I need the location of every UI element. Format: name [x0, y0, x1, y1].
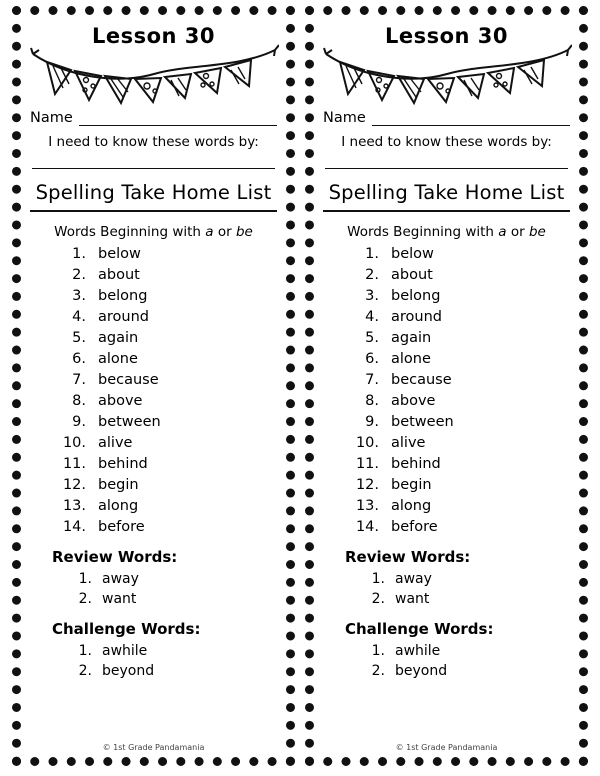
list-number: 6. [72, 351, 86, 367]
due-date-label: I need to know these words by: [48, 134, 259, 150]
list-word: belong [98, 288, 148, 304]
list-item [353, 309, 574, 325]
list-number: 6. [365, 351, 379, 367]
list-item [353, 351, 574, 367]
list-number: 7. [72, 372, 86, 388]
list-word: before [391, 519, 438, 535]
list-item [60, 519, 281, 535]
list-number: 9. [365, 414, 379, 430]
list-item [353, 435, 574, 451]
list-word: away [102, 571, 139, 587]
list-item [60, 414, 281, 430]
list-item [60, 330, 281, 346]
list-word: behind [98, 456, 148, 472]
title-divider [30, 210, 277, 212]
copyright-credit: © 1st Grade Pandamania [102, 743, 205, 752]
section-heading-mid: or [506, 224, 529, 240]
list-word: around [98, 309, 149, 325]
name-row [323, 110, 570, 126]
list-item [367, 643, 574, 659]
challenge-words-heading: Challenge Words: [52, 620, 201, 638]
list-word: beyond [102, 663, 155, 679]
review-words-heading: Review Words: [345, 548, 471, 566]
list-word: begin [391, 477, 432, 493]
list-word: want [395, 591, 430, 607]
take-home-card-right [305, 6, 588, 766]
section-heading-prefix: Words Beginning with [54, 224, 206, 240]
list-word: about [98, 267, 140, 283]
list-number: 4. [365, 309, 379, 325]
list-item [353, 288, 574, 304]
section-heading [26, 224, 281, 240]
list-number: 10. [62, 435, 86, 451]
list-item [60, 498, 281, 514]
list-word: along [391, 498, 432, 514]
section-heading-be: be [528, 224, 546, 240]
list-number: 2. [78, 663, 92, 679]
list-word: because [98, 372, 159, 388]
list-item [367, 591, 574, 607]
name-row [30, 110, 277, 126]
list-item [74, 643, 281, 659]
list-number: 8. [365, 393, 379, 409]
list-word: again [391, 330, 432, 346]
due-date-write-line[interactable] [325, 152, 568, 169]
list-word: alive [98, 435, 133, 451]
list-item [367, 663, 574, 679]
challenge-words-heading: Challenge Words: [345, 620, 494, 638]
list-item [60, 456, 281, 472]
list-word: alive [391, 435, 426, 451]
challenge-words-list [319, 643, 574, 679]
list-number: 2. [78, 591, 92, 607]
take-home-card-left [12, 6, 295, 766]
section-heading [319, 224, 574, 240]
list-item [60, 309, 281, 325]
list-item [353, 498, 574, 514]
list-item [353, 267, 574, 283]
list-word: above [391, 393, 436, 409]
list-number: 3. [365, 288, 379, 304]
list-word: again [98, 330, 139, 346]
list-number: 9. [72, 414, 86, 430]
list-number: 11. [62, 456, 86, 472]
due-date-label: I need to know these words by: [341, 134, 552, 150]
list-word: behind [391, 456, 441, 472]
review-words-list [26, 571, 281, 607]
lesson-title: Lesson 30 [91, 24, 216, 48]
list-item [74, 591, 281, 607]
list-item [353, 414, 574, 430]
list-word: begin [98, 477, 139, 493]
name-label: Name [30, 110, 73, 126]
page-title: Spelling Take Home List [35, 181, 272, 204]
list-item [74, 571, 281, 587]
list-item [353, 519, 574, 535]
list-word: below [391, 246, 434, 262]
list-item [60, 372, 281, 388]
spelling-word-list [319, 246, 574, 535]
list-word: because [391, 372, 452, 388]
list-word: below [98, 246, 141, 262]
spelling-word-list [26, 246, 281, 535]
list-item [60, 246, 281, 262]
list-word: away [395, 571, 432, 587]
list-item [353, 393, 574, 409]
bunting-banner-icon [319, 44, 574, 106]
list-item [60, 477, 281, 493]
list-number: 5. [72, 330, 86, 346]
section-heading-be: be [235, 224, 253, 240]
list-word: want [102, 591, 137, 607]
list-word: above [98, 393, 143, 409]
bunting-banner-icon [26, 44, 281, 106]
list-word: between [391, 414, 454, 430]
list-number: 10. [355, 435, 379, 451]
title-divider [323, 210, 570, 212]
list-number: 4. [72, 309, 86, 325]
list-word: alone [98, 351, 138, 367]
list-word: around [391, 309, 442, 325]
list-number: 1. [78, 643, 92, 659]
list-number: 11. [355, 456, 379, 472]
review-words-heading: Review Words: [52, 548, 178, 566]
list-number: 3. [72, 288, 86, 304]
list-number: 13. [355, 498, 379, 514]
section-heading-a: a [498, 224, 507, 240]
list-number: 2. [72, 267, 86, 283]
list-item [353, 246, 574, 262]
list-number: 1. [72, 246, 86, 262]
section-heading-mid: or [213, 224, 236, 240]
list-word: between [98, 414, 161, 430]
list-item [60, 267, 281, 283]
list-item [353, 330, 574, 346]
name-write-line[interactable] [372, 111, 570, 126]
lesson-title: Lesson 30 [384, 24, 509, 48]
list-item [60, 288, 281, 304]
name-write-line[interactable] [79, 111, 277, 126]
copyright-credit: © 1st Grade Pandamania [395, 743, 498, 752]
list-item [353, 372, 574, 388]
page-title: Spelling Take Home List [328, 181, 565, 204]
list-item [74, 663, 281, 679]
challenge-words-list [26, 643, 281, 679]
list-number: 14. [62, 519, 86, 535]
list-item [60, 351, 281, 367]
section-heading-a: a [205, 224, 214, 240]
list-number: 1. [371, 571, 385, 587]
section-heading-prefix: Words Beginning with [347, 224, 499, 240]
list-word: alone [391, 351, 431, 367]
due-date-write-line[interactable] [32, 152, 275, 169]
list-number: 1. [78, 571, 92, 587]
list-word: about [391, 267, 433, 283]
list-number: 2. [371, 591, 385, 607]
list-item [60, 435, 281, 451]
list-number: 2. [371, 663, 385, 679]
list-word: awhile [102, 643, 148, 659]
list-item [353, 456, 574, 472]
list-number: 1. [371, 643, 385, 659]
list-item [60, 393, 281, 409]
list-number: 13. [62, 498, 86, 514]
list-number: 12. [355, 477, 379, 493]
list-item [353, 477, 574, 493]
list-word: belong [391, 288, 441, 304]
list-word: along [98, 498, 139, 514]
list-item [367, 571, 574, 587]
list-word: awhile [395, 643, 441, 659]
list-word: beyond [395, 663, 448, 679]
review-words-list [319, 571, 574, 607]
list-number: 12. [62, 477, 86, 493]
list-number: 14. [355, 519, 379, 535]
name-label: Name [323, 110, 366, 126]
list-word: before [98, 519, 145, 535]
list-number: 1. [365, 246, 379, 262]
list-number: 7. [365, 372, 379, 388]
list-number: 2. [365, 267, 379, 283]
list-number: 8. [72, 393, 86, 409]
list-number: 5. [365, 330, 379, 346]
